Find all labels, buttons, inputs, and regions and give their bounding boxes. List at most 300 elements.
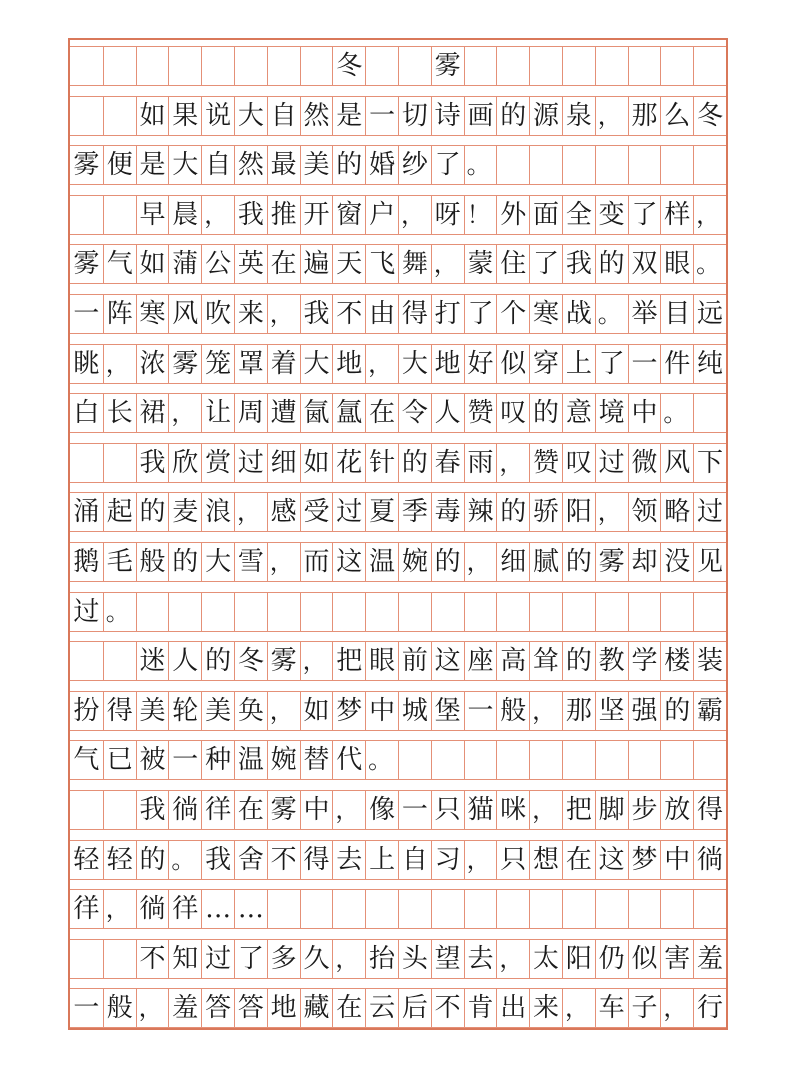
char-cell: 地 — [267, 988, 300, 1028]
char-cell: 中 — [300, 790, 333, 830]
char-cell: 像 — [365, 790, 398, 830]
empty-cell — [660, 145, 693, 185]
char-cell: 便 — [103, 145, 136, 185]
char-cell: 雾 — [431, 46, 464, 86]
char-cell: 气 — [70, 740, 103, 780]
char-cell: 面 — [529, 195, 562, 235]
char-cell: 长 — [103, 393, 136, 433]
char-cell: 的 — [562, 641, 595, 681]
char-cell: 舞 — [398, 244, 431, 284]
char-cell: 地 — [431, 344, 464, 384]
char-cell: 梦 — [332, 691, 365, 731]
char-cell: ， — [660, 988, 693, 1028]
char-cell: 让 — [201, 393, 234, 433]
char-cell: 泉 — [562, 96, 595, 136]
empty-cell — [693, 145, 726, 185]
empty-cell — [628, 889, 661, 929]
char-cell: 却 — [628, 542, 661, 582]
text-row — [70, 840, 726, 880]
char-cell: 这 — [332, 542, 365, 582]
char-cell: 毒 — [431, 492, 464, 532]
char-cell: 寒 — [136, 294, 169, 334]
char-cell: ， — [136, 988, 169, 1028]
empty-cell — [201, 46, 234, 86]
char-cell: 婉 — [398, 542, 431, 582]
text-row — [70, 542, 726, 582]
char-cell: 罩 — [234, 344, 267, 384]
char-cell: 变 — [595, 195, 628, 235]
empty-cell — [332, 889, 365, 929]
char-cell: 蒲 — [168, 244, 201, 284]
empty-cell — [529, 740, 562, 780]
empty-cell — [464, 740, 497, 780]
char-cell: 扮 — [70, 691, 103, 731]
char-cell: 风 — [168, 294, 201, 334]
empty-cell — [70, 790, 103, 830]
char-cell: 。 — [464, 145, 497, 185]
empty-cell — [595, 46, 628, 86]
char-cell: 出 — [496, 988, 529, 1028]
char-cell: 子 — [628, 988, 661, 1028]
empty-cell — [300, 46, 333, 86]
text-row — [70, 790, 726, 830]
char-cell: 雾 — [70, 145, 103, 185]
char-cell: 的 — [136, 840, 169, 880]
text-row — [70, 393, 726, 433]
empty-cell — [398, 889, 431, 929]
char-cell: 源 — [529, 96, 562, 136]
char-cell: … — [234, 889, 267, 929]
char-cell: 云 — [365, 988, 398, 1028]
char-cell: 来 — [234, 294, 267, 334]
char-cell: 一 — [365, 96, 398, 136]
empty-cell — [431, 889, 464, 929]
char-cell: 自 — [201, 145, 234, 185]
char-cell: 由 — [365, 294, 398, 334]
char-cell: 高 — [496, 641, 529, 681]
char-cell: 得 — [398, 294, 431, 334]
char-cell: 窗 — [332, 195, 365, 235]
char-cell: 中 — [628, 393, 661, 433]
char-cell: 一 — [398, 790, 431, 830]
empty-cell — [103, 195, 136, 235]
char-cell: 笼 — [201, 344, 234, 384]
char-cell: 把 — [332, 641, 365, 681]
char-cell: 阳 — [562, 939, 595, 979]
char-cell: 望 — [431, 939, 464, 979]
text-row — [70, 195, 726, 235]
char-cell: 婉 — [267, 740, 300, 780]
char-cell: 美 — [136, 691, 169, 731]
char-cell: 的 — [562, 542, 595, 582]
char-cell: 这 — [595, 840, 628, 880]
char-cell: 毛 — [103, 542, 136, 582]
char-cell: 雾 — [267, 790, 300, 830]
char-cell: 天 — [332, 244, 365, 284]
char-cell: 美 — [201, 691, 234, 731]
char-cell: 上 — [365, 840, 398, 880]
char-cell: 肯 — [464, 988, 497, 1028]
char-cell: 鹅 — [70, 542, 103, 582]
char-cell: 诗 — [431, 96, 464, 136]
char-cell: 了 — [431, 145, 464, 185]
char-cell: 裙 — [136, 393, 169, 433]
empty-cell — [300, 889, 333, 929]
text-row — [70, 641, 726, 681]
char-cell: 冬 — [693, 96, 726, 136]
char-cell: 种 — [201, 740, 234, 780]
char-cell: 来 — [529, 988, 562, 1028]
char-cell: 远 — [693, 294, 726, 334]
char-cell: ， — [464, 542, 497, 582]
char-cell: 猫 — [464, 790, 497, 830]
char-cell: 赏 — [201, 443, 234, 483]
char-cell: … — [201, 889, 234, 929]
char-cell: 害 — [660, 939, 693, 979]
char-cell: 我 — [201, 840, 234, 880]
char-cell: 楼 — [660, 641, 693, 681]
char-cell: 舍 — [234, 840, 267, 880]
text-row — [70, 244, 726, 284]
char-cell: 轮 — [168, 691, 201, 731]
char-cell: 细 — [496, 542, 529, 582]
empty-cell — [267, 592, 300, 632]
empty-cell — [595, 740, 628, 780]
empty-cell — [693, 889, 726, 929]
empty-cell — [300, 592, 333, 632]
char-cell: 针 — [365, 443, 398, 483]
char-cell: 的 — [496, 96, 529, 136]
empty-cell — [693, 393, 726, 433]
char-cell: 地 — [332, 344, 365, 384]
char-cell: 过 — [332, 492, 365, 532]
empty-cell — [201, 592, 234, 632]
empty-cell — [70, 443, 103, 483]
char-cell: 的 — [398, 443, 431, 483]
char-cell: 双 — [628, 244, 661, 284]
char-cell: 我 — [234, 195, 267, 235]
char-cell: ， — [267, 542, 300, 582]
char-cell: 果 — [168, 96, 201, 136]
char-cell: 蒙 — [464, 244, 497, 284]
char-cell: 只 — [496, 840, 529, 880]
char-cell: 叹 — [562, 443, 595, 483]
char-cell: 装 — [693, 641, 726, 681]
char-cell: 打 — [431, 294, 464, 334]
char-cell: 春 — [431, 443, 464, 483]
char-cell: 季 — [398, 492, 431, 532]
char-cell: 耸 — [529, 641, 562, 681]
empty-cell — [496, 740, 529, 780]
char-cell: 过 — [595, 443, 628, 483]
char-cell: ， — [267, 691, 300, 731]
char-cell: ， — [267, 294, 300, 334]
empty-cell — [660, 889, 693, 929]
char-cell: 人 — [168, 641, 201, 681]
char-cell: 替 — [300, 740, 333, 780]
char-cell: 。 — [595, 294, 628, 334]
char-cell: 目 — [660, 294, 693, 334]
char-cell: 城 — [398, 691, 431, 731]
char-cell: 得 — [693, 790, 726, 830]
char-cell: 夏 — [365, 492, 398, 532]
char-cell: 浪 — [201, 492, 234, 532]
char-cell: 温 — [234, 740, 267, 780]
text-row — [70, 592, 726, 632]
char-cell: 被 — [136, 740, 169, 780]
empty-cell — [365, 46, 398, 86]
char-cell: 那 — [628, 96, 661, 136]
empty-cell — [70, 641, 103, 681]
char-cell: 氲 — [332, 393, 365, 433]
char-cell: 画 — [464, 96, 497, 136]
char-cell: 呀 — [431, 195, 464, 235]
char-cell: 么 — [660, 96, 693, 136]
empty-cell — [464, 46, 497, 86]
char-cell: 境 — [595, 393, 628, 433]
char-cell: 已 — [103, 740, 136, 780]
char-cell: 的 — [136, 492, 169, 532]
char-cell: 风 — [660, 443, 693, 483]
empty-cell — [398, 592, 431, 632]
empty-cell — [562, 592, 595, 632]
char-cell: 晨 — [168, 195, 201, 235]
char-cell: 了 — [628, 195, 661, 235]
char-cell: 自 — [267, 96, 300, 136]
char-cell: 中 — [660, 840, 693, 880]
empty-cell — [103, 96, 136, 136]
text-row — [70, 145, 726, 185]
empty-cell — [693, 740, 726, 780]
char-cell: 车 — [595, 988, 628, 1028]
char-cell: ， — [332, 939, 365, 979]
char-cell: 寒 — [529, 294, 562, 334]
char-cell: 受 — [300, 492, 333, 532]
char-cell: 。 — [660, 393, 693, 433]
char-cell: ， — [496, 939, 529, 979]
empty-cell — [332, 592, 365, 632]
empty-cell — [267, 889, 300, 929]
char-cell: 去 — [332, 840, 365, 880]
manuscript-grid-paper — [68, 38, 728, 1030]
char-cell: 这 — [431, 641, 464, 681]
char-cell: 在 — [365, 393, 398, 433]
char-cell: 的 — [496, 492, 529, 532]
empty-cell — [70, 46, 103, 86]
char-cell: 藏 — [300, 988, 333, 1028]
char-cell: 全 — [562, 195, 595, 235]
empty-cell — [628, 145, 661, 185]
char-cell: 眼 — [660, 244, 693, 284]
char-cell: 公 — [201, 244, 234, 284]
text-row — [70, 889, 726, 929]
char-cell: 我 — [136, 790, 169, 830]
char-cell: 步 — [628, 790, 661, 830]
char-cell: 人 — [431, 393, 464, 433]
char-cell: 了 — [529, 244, 562, 284]
char-cell: 后 — [398, 988, 431, 1028]
char-cell: ， — [332, 790, 365, 830]
char-cell: 徜 — [693, 840, 726, 880]
char-cell: 的 — [529, 393, 562, 433]
char-cell: ， — [562, 988, 595, 1028]
char-cell: 氤 — [300, 393, 333, 433]
char-cell: 举 — [628, 294, 661, 334]
char-cell: 多 — [267, 939, 300, 979]
char-cell: 徜 — [136, 889, 169, 929]
title-row — [70, 46, 726, 86]
char-cell: 领 — [628, 492, 661, 532]
char-cell: 习 — [431, 840, 464, 880]
empty-cell — [660, 46, 693, 86]
char-cell: 。 — [103, 592, 136, 632]
char-cell: 上 — [562, 344, 595, 384]
char-cell: 而 — [300, 542, 333, 582]
char-cell: ， — [234, 492, 267, 532]
empty-cell — [136, 46, 169, 86]
char-cell: 略 — [660, 492, 693, 532]
char-cell: 在 — [234, 790, 267, 830]
char-cell: 眺 — [70, 344, 103, 384]
char-cell: 件 — [660, 344, 693, 384]
char-cell: 想 — [529, 840, 562, 880]
char-cell: 涌 — [70, 492, 103, 532]
char-cell: 答 — [234, 988, 267, 1028]
char-cell: 骄 — [529, 492, 562, 532]
char-cell: 着 — [267, 344, 300, 384]
char-cell: 雾 — [595, 542, 628, 582]
char-cell: 咪 — [496, 790, 529, 830]
char-cell: 然 — [234, 145, 267, 185]
char-cell: 。 — [168, 840, 201, 880]
text-row — [70, 740, 726, 780]
char-cell: 把 — [562, 790, 595, 830]
char-cell: 太 — [529, 939, 562, 979]
char-cell: 强 — [628, 691, 661, 731]
char-cell: 个 — [496, 294, 529, 334]
char-cell: 徉 — [168, 889, 201, 929]
char-cell: 。 — [365, 740, 398, 780]
empty-cell — [103, 443, 136, 483]
char-cell: 去 — [464, 939, 497, 979]
empty-cell — [103, 790, 136, 830]
char-cell: 教 — [595, 641, 628, 681]
char-cell: 的 — [431, 542, 464, 582]
empty-cell — [136, 592, 169, 632]
char-cell: 如 — [300, 443, 333, 483]
char-cell: 我 — [562, 244, 595, 284]
char-cell: 我 — [300, 294, 333, 334]
char-cell: 气 — [103, 244, 136, 284]
char-cell: 般 — [136, 542, 169, 582]
char-cell: ， — [365, 344, 398, 384]
char-cell: 只 — [431, 790, 464, 830]
char-cell: 般 — [103, 988, 136, 1028]
char-cell: ！ — [464, 195, 497, 235]
char-cell: 住 — [496, 244, 529, 284]
char-cell: 中 — [365, 691, 398, 731]
char-cell: 抬 — [365, 939, 398, 979]
empty-cell — [660, 592, 693, 632]
empty-cell — [70, 96, 103, 136]
char-cell: 婚 — [365, 145, 398, 185]
char-cell: ， — [201, 195, 234, 235]
text-row — [70, 96, 726, 136]
char-cell: ， — [595, 492, 628, 532]
empty-cell — [398, 46, 431, 86]
char-cell: 细 — [267, 443, 300, 483]
char-cell: 徜 — [168, 790, 201, 830]
char-cell: 行 — [693, 988, 726, 1028]
empty-cell — [529, 46, 562, 86]
char-cell: 吹 — [201, 294, 234, 334]
empty-cell — [693, 46, 726, 86]
char-cell: ， — [431, 244, 464, 284]
empty-cell — [693, 592, 726, 632]
char-cell: 大 — [201, 542, 234, 582]
char-cell: 大 — [168, 145, 201, 185]
char-cell: 仍 — [595, 939, 628, 979]
char-cell: 浓 — [136, 344, 169, 384]
char-cell: 徉 — [201, 790, 234, 830]
empty-cell — [70, 939, 103, 979]
char-cell: 过 — [693, 492, 726, 532]
char-cell: 欣 — [168, 443, 201, 483]
text-row — [70, 988, 726, 1028]
empty-cell — [595, 592, 628, 632]
char-cell: 说 — [201, 96, 234, 136]
char-cell: 花 — [332, 443, 365, 483]
empty-cell — [496, 592, 529, 632]
char-cell: 麦 — [168, 492, 201, 532]
char-cell: 腻 — [529, 542, 562, 582]
char-cell: 一 — [70, 988, 103, 1028]
char-cell: 了 — [464, 294, 497, 334]
empty-cell — [365, 889, 398, 929]
char-cell: 大 — [300, 344, 333, 384]
empty-cell — [168, 46, 201, 86]
empty-cell — [529, 145, 562, 185]
char-cell: 飞 — [365, 244, 398, 284]
empty-cell — [529, 889, 562, 929]
char-cell: 般 — [496, 691, 529, 731]
char-cell: ， — [595, 96, 628, 136]
char-cell: 是 — [332, 96, 365, 136]
char-cell: 座 — [464, 641, 497, 681]
text-row — [70, 443, 726, 483]
char-cell: 叹 — [496, 393, 529, 433]
char-cell: 英 — [234, 244, 267, 284]
char-cell: 过 — [70, 592, 103, 632]
text-row — [70, 492, 726, 532]
char-cell: 霸 — [693, 691, 726, 731]
char-cell: 轻 — [103, 840, 136, 880]
empty-cell — [628, 740, 661, 780]
empty-cell — [628, 592, 661, 632]
char-cell: ， — [529, 691, 562, 731]
char-cell: 在 — [562, 840, 595, 880]
char-cell: 一 — [628, 344, 661, 384]
char-cell: 没 — [660, 542, 693, 582]
empty-cell — [70, 195, 103, 235]
char-cell: 辣 — [464, 492, 497, 532]
char-cell: 过 — [234, 443, 267, 483]
char-cell: 羞 — [693, 939, 726, 979]
char-cell: 知 — [168, 939, 201, 979]
char-cell: 微 — [628, 443, 661, 483]
char-cell: 雾 — [267, 641, 300, 681]
empty-cell — [628, 46, 661, 86]
